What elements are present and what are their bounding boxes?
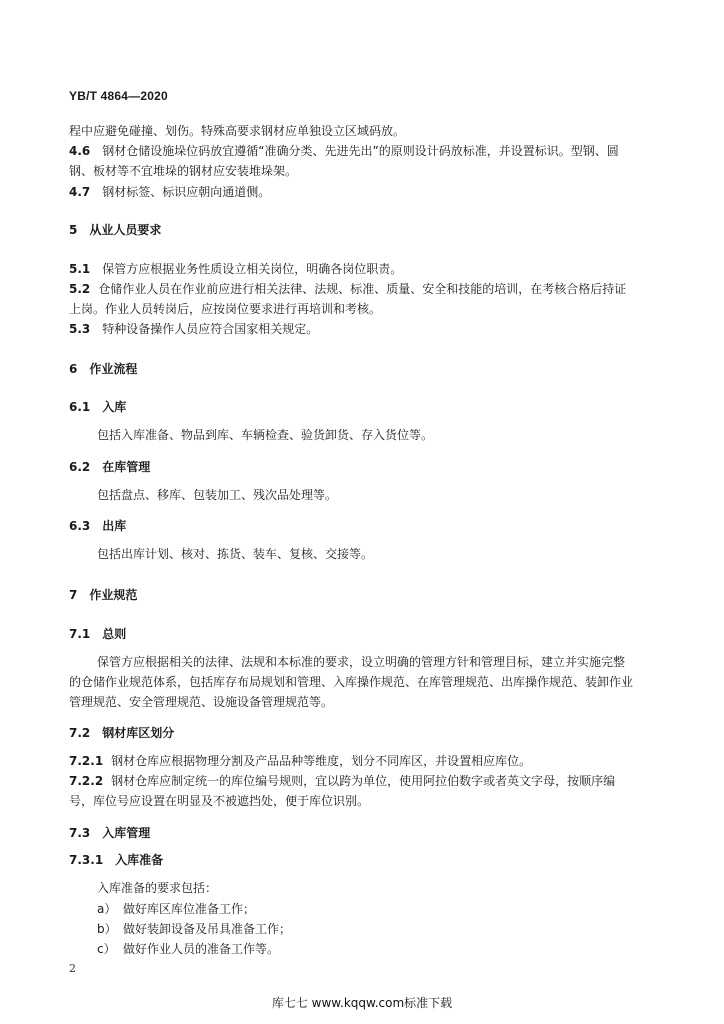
clause-number: 7.2.1	[69, 754, 104, 768]
section-5-heading	[69, 222, 161, 238]
section-title: 在库管理	[102, 460, 151, 474]
list-item	[97, 921, 291, 937]
clause-number: 5.2	[69, 282, 91, 296]
clause-4-7	[69, 184, 270, 200]
paragraph-line: 包括入库准备、物品到库、车辆检查、验货卸货、存入货位等。	[97, 428, 434, 442]
section-6-heading	[69, 361, 137, 377]
section-number: 6.1	[69, 400, 91, 414]
list-item-text: 做好库区库位准备工作；	[123, 902, 256, 916]
clause-text: 仓储作业人员在作业前应进行相关法律、法规、标准、质量、安全和技能的培训，在考核合格后持证	[98, 282, 627, 296]
list-marker: a）	[97, 902, 117, 916]
section-number: 7.2	[69, 726, 91, 740]
clause-text: 特种设备操作人员应符合国家相关规定。	[102, 322, 319, 336]
section-title: 总则	[102, 627, 127, 641]
clause-number: 4.7	[69, 185, 91, 199]
section-number: 5	[69, 223, 78, 237]
section-number: 7.3.1	[69, 853, 104, 867]
paragraph-line: 包括盘点、移库、包装加工、残次品处理等。	[97, 488, 338, 502]
section-6-3-heading	[69, 518, 126, 534]
section-number: 7.3	[69, 826, 91, 840]
section-title: 作业流程	[89, 362, 138, 376]
section-title: 出库	[102, 519, 127, 533]
section-7-3-heading	[69, 825, 150, 841]
paragraph-line: 钢、板材等不宜堆垛的钢材应安装堆垛架。	[69, 164, 298, 178]
clause-text: 保管方应根据业务性质设立相关岗位，明确各岗位职责。	[102, 262, 403, 276]
standard-code-header: YB/T 4864—2020	[69, 89, 168, 103]
clause-number: 7.2.2	[69, 774, 104, 788]
clause-number: 4.6	[69, 144, 91, 158]
clause-text: 钢材标签、标识应朝向通道侧。	[102, 185, 271, 199]
section-6-1-heading	[69, 399, 126, 415]
clause-5-1	[69, 261, 402, 277]
section-number: 6.2	[69, 460, 91, 474]
page-number: 2	[69, 962, 76, 975]
list-item-text: 做好装卸设备及吊具准备工作；	[123, 922, 292, 936]
list-item	[97, 941, 279, 957]
section-title: 入库管理	[102, 826, 151, 840]
paragraph-line: 上岗。作业人员转岗后，应按岗位要求进行再培训和考核。	[69, 302, 382, 316]
clause-4-6	[69, 143, 619, 159]
clause-number: 5.1	[69, 262, 91, 276]
section-7-heading	[69, 587, 137, 603]
clause-7-2-1	[69, 753, 531, 769]
clause-text: 钢材仓库应制定统一的库位编号规则，宜以跨为单位，使用阿拉伯数字或者英文字母，按顺序编	[111, 774, 616, 788]
section-7-1-heading	[69, 626, 126, 642]
list-marker: c）	[97, 942, 116, 956]
section-title: 作业规范	[89, 588, 138, 602]
footer-watermark-text: 库七七 www.kqqw.com标准下载	[271, 996, 453, 1010]
clause-7-2-2	[69, 773, 615, 789]
clause-5-3	[69, 321, 318, 337]
list-item	[97, 901, 255, 917]
paragraph-line: 保管方应根据相关的法律、法规和本标准的要求，设立明确的管理方针和管理目标，建立并实施完整	[97, 655, 626, 669]
clause-text: 钢材仓库应根据物理分割及产品品种等维度，划分不同库区，并设置相应库位。	[111, 754, 532, 768]
section-number: 6.3	[69, 519, 91, 533]
list-marker: b）	[97, 922, 117, 936]
section-number: 7	[69, 588, 78, 602]
paragraph-line: 入库准备的要求包括：	[97, 881, 218, 895]
list-item-text: 做好作业人员的准备工作等。	[123, 942, 280, 956]
section-number: 7.1	[69, 627, 91, 641]
paragraph-line: 程中应避免碰撞、划伤。特殊高要求钢材应单独设立区域码放。	[69, 124, 406, 138]
section-6-2-heading	[69, 459, 150, 475]
section-7-3-1-heading	[69, 852, 163, 868]
paragraph-line: 包括出库计划、核对、拣货、装车、复核、交接等。	[97, 547, 374, 561]
section-7-2-heading	[69, 725, 174, 741]
clause-text: 钢材仓储设施垛位码放宜遵循“准确分类、先进先出”的原则设计码放标准，并设置标识。型钢、圆	[102, 144, 619, 158]
paragraph-line: 号，库位号应设置在明显及不被遮挡处，便于库位识别。	[69, 794, 370, 808]
section-title: 入库	[102, 400, 127, 414]
clause-5-2	[69, 281, 626, 297]
clause-number: 5.3	[69, 322, 91, 336]
paragraph-line: 管理规范、安全管理规范、设施设备管理规范等。	[69, 695, 334, 709]
section-title: 从业人员要求	[89, 223, 162, 237]
section-title: 入库准备	[115, 853, 164, 867]
section-number: 6	[69, 362, 78, 376]
paragraph-line: 的仓储作业规范体系，包括库存布局规划和管理、入库操作规范、在库管理规范、出库操作规范、装卸作业	[69, 675, 634, 689]
section-title: 钢材库区划分	[102, 726, 175, 740]
